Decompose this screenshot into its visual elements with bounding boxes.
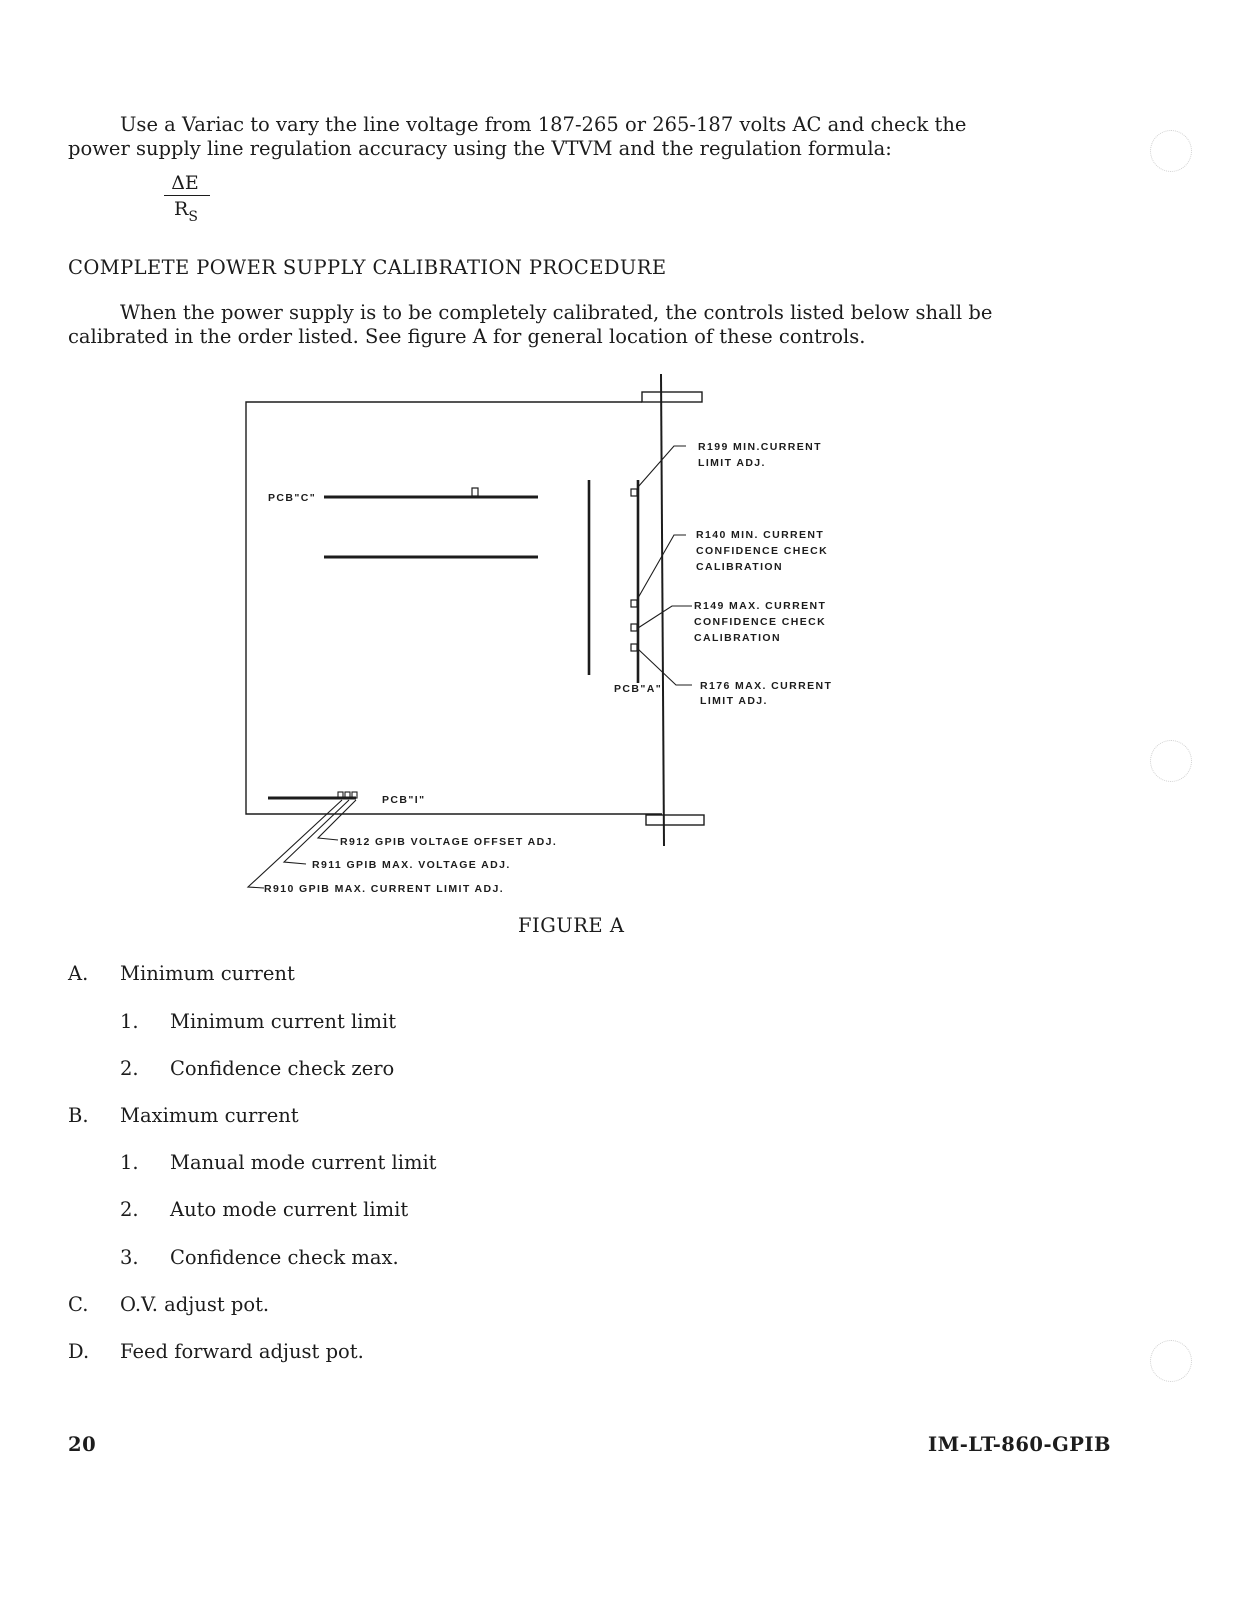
chassis-diagram-svg (236, 370, 856, 900)
list-item (68, 1104, 299, 1128)
list-text: O.V. adjust pot. (120, 1293, 270, 1316)
list-item (120, 1057, 394, 1081)
r910-leader (248, 800, 342, 888)
list-item (120, 1198, 408, 1222)
formula-denominator (164, 196, 210, 228)
list-marker: D. (68, 1340, 90, 1363)
r199-pot (631, 489, 637, 496)
r176-label-line1: R176 MAX. CURRENT (700, 680, 833, 692)
r149-label-line3: CALIBRATION (694, 632, 781, 644)
list-marker: B. (68, 1104, 89, 1127)
r911-leader (284, 800, 349, 864)
pcb-c-component (472, 488, 478, 496)
bottom-bracket (646, 815, 704, 825)
list-text: Minimum current limit (170, 1010, 397, 1033)
r910-label: R910 GPIB MAX. CURRENT LIMIT ADJ. (264, 883, 505, 895)
section-intro-line-1: When the power supply is to be completely calibrated, the controls listed below shall be (120, 301, 993, 324)
figure-caption: FIGURE A (518, 914, 625, 937)
list-marker: 1. (120, 1010, 139, 1033)
pcb-i-label: PCB"I" (382, 794, 426, 806)
list-text: Maximum current (120, 1104, 299, 1127)
r176-leader (638, 649, 692, 685)
list-marker: 3. (120, 1246, 139, 1269)
list-text: Manual mode current limit (170, 1151, 437, 1174)
r140-label-line2: CONFIDENCE CHECK (696, 545, 829, 557)
r176-label-line2: LIMIT ADJ. (700, 695, 768, 707)
r140-pot (631, 600, 637, 607)
intro-line-2: power supply line regulation accuracy using the VTVM and the regulation formula: (68, 137, 892, 160)
regulation-formula (164, 172, 210, 228)
formula-denominator-sub: S (188, 209, 198, 225)
list-marker: 2. (120, 1198, 139, 1221)
r149-pot (631, 624, 637, 631)
r912-label: R912 GPIB VOLTAGE OFFSET ADJ. (340, 836, 558, 848)
binder-hole-mark (1150, 740, 1192, 782)
list-item (120, 1010, 396, 1034)
r149-label-line2: CONFIDENCE CHECK (694, 616, 827, 628)
list-marker: 1. (120, 1151, 139, 1174)
formula-denominator-base: R (174, 198, 189, 220)
figure-a-diagram (236, 370, 856, 900)
section-intro-paragraph (68, 301, 1058, 349)
r149-leader (638, 606, 692, 628)
list-item (68, 962, 295, 986)
binder-hole-mark (1150, 130, 1192, 172)
list-text: Confidence check zero (170, 1057, 395, 1080)
intro-paragraph (68, 113, 1058, 161)
binder-hole-mark (1150, 1340, 1192, 1382)
list-text: Auto mode current limit (170, 1198, 409, 1221)
r199-label-line1: R199 MIN.CURRENT (698, 441, 822, 453)
r911-label: R911 GPIB MAX. VOLTAGE ADJ. (312, 859, 511, 871)
pcb-a-label: PCB"A" (614, 683, 663, 695)
page-number: 20 (68, 1433, 97, 1456)
list-marker: 2. (120, 1057, 139, 1080)
r912-leader (318, 800, 356, 840)
document-id: IM-LT-860-GPIB (928, 1433, 1112, 1456)
section-intro-line-2: calibrated in the order listed. See figure A for general location of these controls. (68, 325, 866, 348)
pcb-c-label: PCB"C" (268, 492, 317, 504)
r176-pot (631, 644, 637, 651)
top-bracket (642, 392, 702, 402)
r199-label-line2: LIMIT ADJ. (698, 457, 766, 469)
list-item (68, 1340, 364, 1364)
list-text: Minimum current (120, 962, 295, 985)
intro-line-1: Use a Variac to vary the line voltage from 187-265 or 265-187 volts AC and check the (120, 113, 967, 136)
list-text: Feed forward adjust pot. (120, 1340, 364, 1363)
list-item (120, 1151, 437, 1175)
r140-label-line3: CALIBRATION (696, 561, 783, 573)
list-text: Confidence check max. (170, 1246, 399, 1269)
list-marker: C. (68, 1293, 89, 1316)
r140-label-line1: R140 MIN. CURRENT (696, 529, 825, 541)
list-item (120, 1246, 399, 1270)
formula-numerator: ΔE (164, 172, 210, 196)
front-panel-line (661, 374, 664, 846)
section-heading: COMPLETE POWER SUPPLY CALIBRATION PROCEDURE (68, 256, 667, 279)
list-item (68, 1293, 269, 1317)
list-marker: A. (68, 962, 89, 985)
chassis-outline (246, 402, 662, 814)
r149-label-line1: R149 MAX. CURRENT (694, 600, 827, 612)
